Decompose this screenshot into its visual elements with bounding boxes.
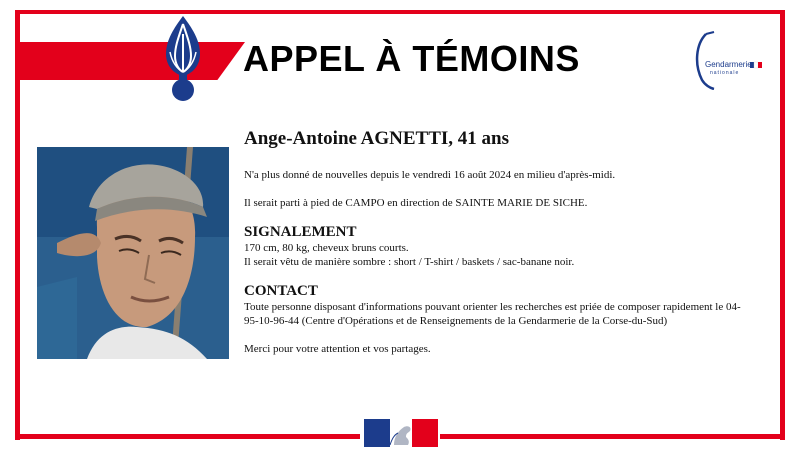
frame-border-right — [780, 10, 785, 440]
clothing-description: Il serait vêtu de manière sombre : short / T-shirt / baskets / sac-banane noir. — [244, 256, 575, 268]
red-banner — [15, 42, 245, 80]
physical-description: 170 cm, 80 kg, cheveux bruns courts. — [244, 242, 409, 254]
frame-border-top — [15, 10, 785, 14]
logo-name: Gendarmerie — [705, 60, 752, 69]
person-name: Ange-Antoine AGNETTI, 41 ans — [244, 128, 509, 149]
logo-subtitle: nationale — [710, 70, 740, 76]
departure-text: Il serait parti à pied de CAMPO en direction de SAINTE MARIE DE SICHE. — [244, 197, 588, 209]
contact-heading: CONTACT — [244, 283, 318, 299]
gendarmerie-logo-icon — [692, 30, 764, 90]
contact-text: Toute personne disposant d'informations pouvant orienter les recherches est priée de composer rapidement le 04-95-10-96-44 (Centre d'Opérations et de Renseignements de la Gendarmerie de la Corse-du-Sud) — [244, 301, 741, 327]
missing-person-photo — [37, 147, 229, 359]
frame-border-bottom-left — [15, 434, 360, 439]
notice-content — [244, 128, 744, 356]
grenade-emblem-icon — [158, 14, 208, 102]
frame-border-bottom-right — [440, 434, 785, 439]
page-title: APPEL À TÉMOINS — [243, 38, 580, 79]
thanks-text: Merci pour votre attention et vos partages. — [244, 343, 431, 355]
last-news-text: N'a plus donné de nouvelles depuis le vendredi 16 août 2024 en milieu d'après-midi. — [244, 169, 616, 181]
signalement-heading: SIGNALEMENT — [244, 224, 357, 240]
republique-francaise-logo-icon — [364, 419, 438, 447]
